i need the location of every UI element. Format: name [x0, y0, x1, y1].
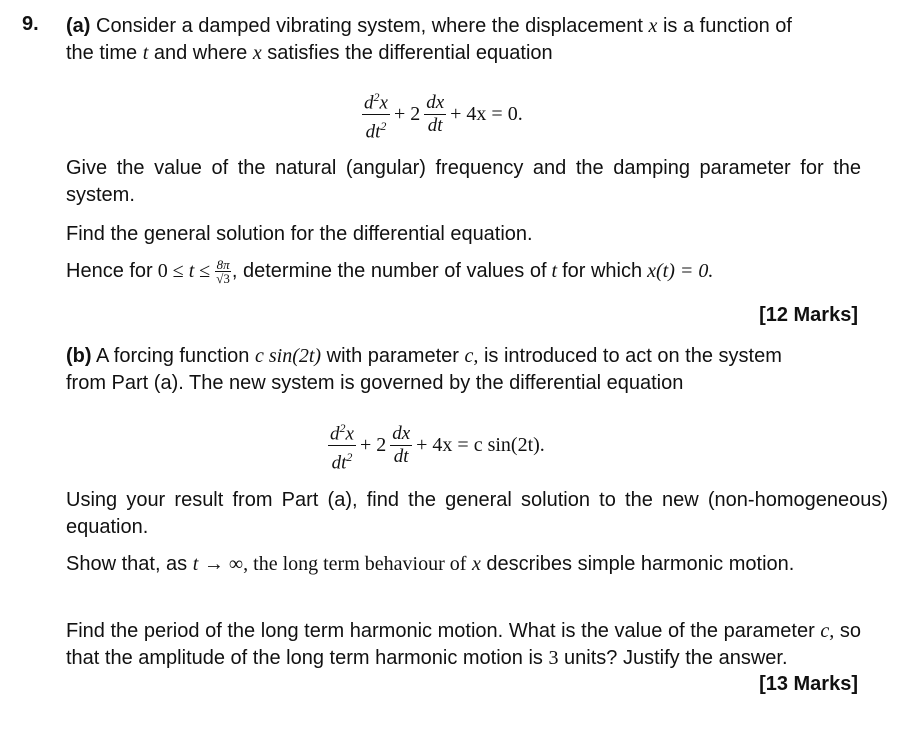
- part-a-marks: [12 Marks]: [759, 304, 858, 326]
- part-b-task-2: Show that, as t → ∞, the long term behaviour of x describes simple harmonic motion.: [66, 553, 795, 575]
- part-a-task-1: Give the value of the natural (angular) frequency and the damping parameter for the system.: [66, 157, 861, 206]
- second-derivative-fraction: $\frac{d^2x}{dt^2}$: [362, 86, 390, 144]
- part-a-label: (a): [66, 15, 91, 37]
- part-b-task-3: Find the period of the long term harmonic motion. What is the value of the parameter c, so that the amplitude of the long term harmonic motion is 3 units? Justify the answer.: [66, 620, 862, 669]
- part-b-intro: (b) A forcing function c sin(2t) with parameter c, is introduced to act on the system from Part (a). The new system is governed by the differential equation: [66, 345, 782, 394]
- first-derivative-fraction: $\frac{dx}{dt}$: [426, 92, 445, 137]
- part-a-intro: (a) Consider a damped vibrating system, where the displacement x is a function of the time t and where x satisfies the differential equation: [66, 15, 792, 64]
- second-derivative-fraction: $\frac{d^2x}{dt^2}$: [328, 417, 356, 475]
- part-b-marks: [13 Marks]: [759, 673, 858, 695]
- question-number: 9.: [22, 13, 39, 35]
- equation-b: $\frac{d^2x}{dt^2}$ + 2 $\frac{dx}{dt}$ + 4x = c sin(2t).: [328, 417, 545, 475]
- part-a-task-2: Find the general solution for the differential equation.: [66, 223, 533, 245]
- eight-pi-over-root3: $\frac{8\pi}{√3}$: [216, 257, 230, 286]
- part-b-task-1: Using your result from Part (a), find the general solution to the new (non-homogeneous) equation.: [66, 489, 888, 538]
- first-derivative-fraction: $\frac{dx}{dt}$: [392, 423, 411, 468]
- part-b-label: (b): [66, 345, 92, 367]
- equation-a: $\frac{d^2x}{dt^2}$ + 2 $\frac{dx}{dt}$ + 4x = 0.: [362, 86, 523, 144]
- part-a-task-3: Hence for 0 ≤ t ≤ $\frac{8\pi}{√3}$ , determine the number of values of t for which x(t) = 0.: [66, 257, 714, 286]
